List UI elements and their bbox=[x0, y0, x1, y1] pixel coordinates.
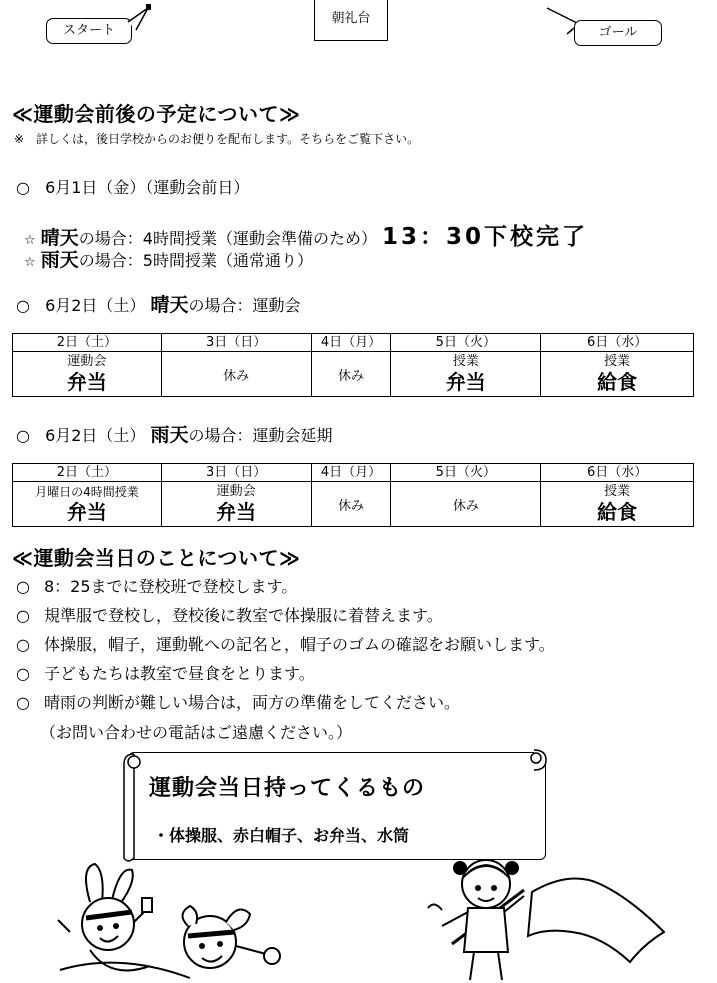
table-header: 2日（土） bbox=[13, 334, 162, 352]
section2-heading: ≪運動会当日のことについて≫ bbox=[12, 546, 301, 570]
list-item-text: 体操服，帽子，運動靴への記名と，帽子のゴムの確認をお願いします。 bbox=[43, 635, 555, 654]
list-item bbox=[16, 572, 555, 601]
start-callout bbox=[46, 18, 132, 44]
animal-runners-illustration bbox=[50, 862, 290, 983]
goal-label: ゴール bbox=[598, 25, 638, 40]
day2-sunny-line bbox=[16, 290, 301, 317]
day2-rain-suffix: の場合：運動会延期 bbox=[188, 426, 333, 445]
cell-meal-text: 給食 bbox=[597, 500, 638, 524]
list-item-text: 子どもたちは教室で昼食をとります。 bbox=[43, 664, 315, 683]
table-cell bbox=[541, 482, 694, 527]
table-cell bbox=[13, 352, 162, 397]
stage-box bbox=[314, 0, 388, 41]
cell-meal-text: 給食 bbox=[597, 370, 638, 394]
list-marker: ○ bbox=[16, 693, 30, 712]
table-row bbox=[13, 482, 694, 527]
table-header: 6日（水） bbox=[541, 464, 694, 482]
contact-note: （お問い合わせの電話はご遠慮ください。） bbox=[40, 723, 353, 742]
list-item-text: 8：25までに登校班で登校します。 bbox=[43, 577, 298, 596]
table-header: 4日（月） bbox=[311, 334, 391, 352]
table-header-row bbox=[13, 464, 694, 482]
cell-top-text: 休み bbox=[337, 498, 364, 514]
star-icon: ☆ bbox=[24, 233, 36, 248]
list-marker: ○ bbox=[16, 577, 30, 596]
scroll-items: ・体操服、赤白帽子、お弁当、水筒 bbox=[153, 826, 410, 845]
sunny-word: 晴天 bbox=[150, 294, 189, 316]
cell-top-text: 休み bbox=[223, 368, 250, 384]
start-pointer-icon bbox=[126, 4, 156, 34]
table-header: 2日（土） bbox=[13, 464, 162, 482]
table-header: 6日（水） bbox=[541, 334, 694, 352]
cell-top-text: 月曜日の4時間授業 bbox=[35, 485, 139, 499]
day1-marker: ○ bbox=[16, 178, 30, 197]
day2-sunny-suffix: の場合：運動会 bbox=[188, 296, 301, 315]
rain-word: 雨天 bbox=[150, 424, 189, 446]
day2-rain-line bbox=[16, 420, 333, 447]
table-cell bbox=[161, 352, 311, 397]
start-label: スタート bbox=[62, 23, 115, 38]
cell-meal-text: 弁当 bbox=[66, 500, 107, 524]
list-item-text: 規準服で登校し，登校後に教室で体操服に着替えます。 bbox=[43, 606, 443, 625]
event-day-list bbox=[16, 572, 555, 717]
day2-rain-marker: ○ bbox=[16, 426, 30, 445]
cell-top-text: 運動会 bbox=[67, 354, 107, 369]
rain-word: 雨天 bbox=[40, 249, 79, 271]
cell-top-text: 運動会 bbox=[216, 484, 256, 499]
table-header: 4日（月） bbox=[311, 464, 391, 482]
list-item bbox=[16, 630, 555, 659]
star-icon: ☆ bbox=[24, 255, 36, 270]
list-item bbox=[16, 659, 555, 688]
table-cell bbox=[391, 482, 541, 527]
cell-top-text: 休み bbox=[337, 368, 364, 384]
cell-top-text: 休み bbox=[452, 498, 479, 514]
cell-top-text: 授業 bbox=[604, 354, 631, 369]
table-cell bbox=[391, 352, 541, 397]
table-header-row bbox=[13, 334, 694, 352]
day1-rain-text: の場合：5時間授業（通常通り） bbox=[78, 251, 313, 270]
table-cell bbox=[161, 482, 311, 527]
cell-meal-text: 弁当 bbox=[216, 500, 257, 524]
sunny-schedule-table bbox=[12, 333, 694, 397]
table-header: 5日（火） bbox=[391, 334, 541, 352]
day2-sunny-marker: ○ bbox=[16, 296, 30, 315]
table-cell bbox=[13, 482, 162, 527]
cell-top-text: 授業 bbox=[604, 484, 631, 499]
table-cell bbox=[541, 352, 694, 397]
list-item bbox=[16, 601, 555, 630]
list-marker: ○ bbox=[16, 606, 30, 625]
section1-heading: ≪運動会前後の予定について≫ bbox=[12, 102, 301, 126]
table-cell bbox=[311, 482, 391, 527]
day1-rain-line bbox=[24, 245, 313, 272]
day2-rain-prefix: 6月2日（土） bbox=[45, 426, 146, 445]
day1-sunny-text: の場合：4時間授業（運動会準備のため） bbox=[78, 229, 377, 248]
list-marker: ○ bbox=[16, 664, 30, 683]
sunny-word: 晴天 bbox=[40, 227, 79, 249]
day1-line bbox=[16, 175, 249, 198]
table-row bbox=[13, 352, 694, 397]
cell-meal-text: 弁当 bbox=[445, 370, 486, 394]
scroll-title: 運動会当日持ってくるもの bbox=[149, 776, 426, 801]
goal-callout bbox=[574, 20, 662, 46]
table-header: 3日（日） bbox=[161, 464, 311, 482]
table-header: 5日（火） bbox=[391, 464, 541, 482]
list-item-text: 晴雨の判断が難しい場合は，両方の準備をしてください。 bbox=[43, 693, 460, 712]
cell-meal-text: 弁当 bbox=[66, 370, 107, 394]
day1-text: 6月1日（金）（運動会前日） bbox=[45, 178, 250, 197]
list-marker: ○ bbox=[16, 635, 30, 654]
rain-schedule-table bbox=[12, 463, 694, 527]
table-cell bbox=[311, 352, 391, 397]
section1-note: ※ 詳しくは，後日学校からのお便りを配布します。そちらをご覧下さい。 bbox=[14, 132, 420, 146]
list-item bbox=[16, 688, 555, 717]
day2-sunny-prefix: 6月2日（土） bbox=[45, 296, 146, 315]
table-header: 3日（日） bbox=[161, 334, 311, 352]
dismissal-time: 13：30下校完了 bbox=[382, 224, 589, 250]
stage-label: 朝礼台 bbox=[331, 11, 371, 26]
girl-with-flag-illustration bbox=[420, 840, 670, 983]
cell-top-text: 授業 bbox=[452, 354, 479, 369]
